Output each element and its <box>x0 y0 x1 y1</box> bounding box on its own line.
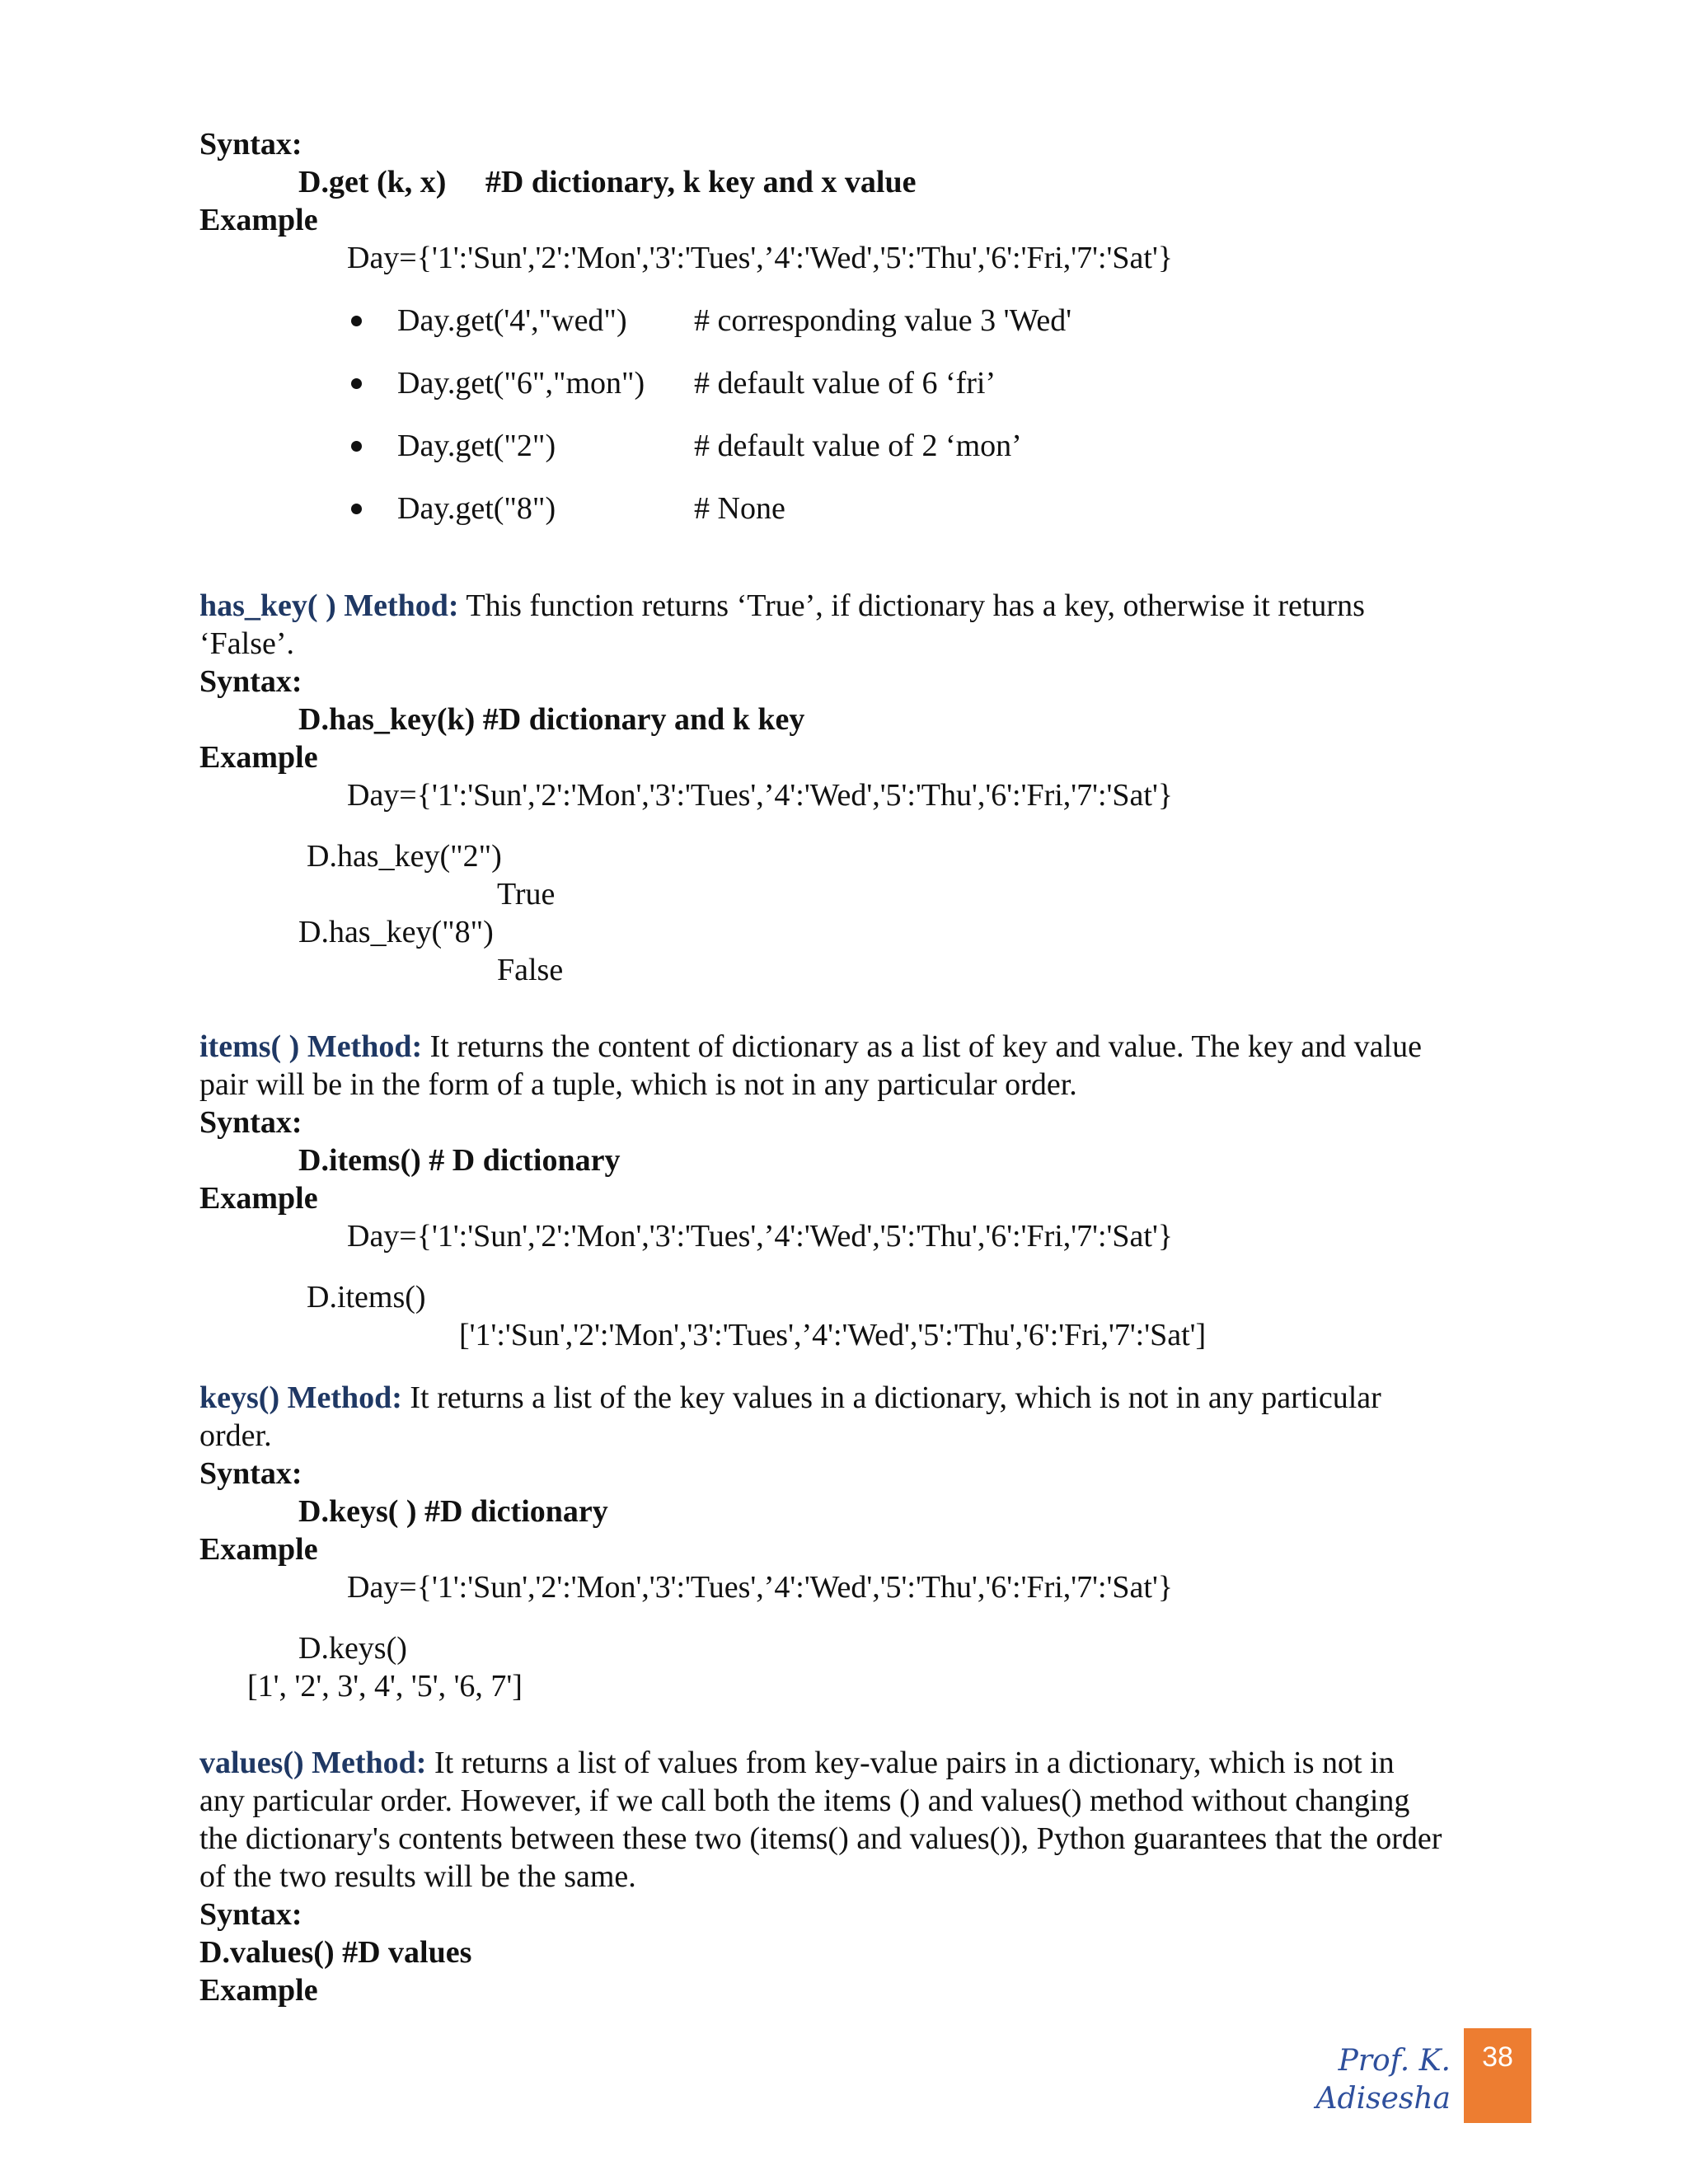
values-heading-line <box>199 1744 1395 1782</box>
has-key-desc-line1: This function returns ‘True’, if dictionary has a key, otherwise it returns <box>466 588 1365 623</box>
page-number-badge <box>1464 2028 1531 2123</box>
get-bullet-comment: # default value of 6 ‘fri’ <box>694 366 996 401</box>
get-syntax-line: D.get (k, x) #D dictionary, k key and x value <box>298 165 917 199</box>
keys-desc-line1: It returns a list of the key values in a dictionary, which is not in any particular <box>410 1380 1381 1415</box>
keys-syntax-label: Syntax: <box>199 1456 302 1491</box>
bullet-icon <box>351 378 362 389</box>
values-desc-line4: of the two results will be the same. <box>199 1859 636 1894</box>
get-example-label: Example <box>199 203 318 237</box>
get-bullet-comment: # corresponding value 3 'Wed' <box>694 303 1072 338</box>
has-key-syntax-line: D.has_key(k) #D dictionary and k key <box>298 702 805 737</box>
items-syntax-line: D.items() # D dictionary <box>298 1143 621 1178</box>
has-key-call2: D.has_key("8") <box>298 915 494 949</box>
bullet-icon <box>351 441 362 452</box>
has-key-example-label: Example <box>199 740 318 775</box>
values-syntax-line: D.values() #D values <box>199 1935 472 1970</box>
values-example-label: Example <box>199 1973 318 2008</box>
has-key-heading: has_key( ) Method: <box>199 588 459 623</box>
items-example-label: Example <box>199 1181 318 1216</box>
has-key-desc-line2: ‘False’. <box>199 626 295 661</box>
values-syntax-label: Syntax: <box>199 1897 302 1932</box>
keys-heading: keys() Method: <box>199 1380 402 1415</box>
get-syntax-label: Syntax: <box>199 127 302 162</box>
items-syntax-label: Syntax: <box>199 1105 302 1140</box>
items-result: ['1':'Sun','2':'Mon','3':'Tues',’4':'Wed','5':'Thu','6':'Fri,'7':'Sat'] <box>459 1318 1207 1352</box>
keys-result: [1', '2', 3', 4', '5', '6, 7'] <box>247 1669 523 1704</box>
has-key-result2: False <box>497 953 564 987</box>
has-key-call1: D.has_key("2") <box>307 839 502 874</box>
get-bullet-code: Day.get("6","mon") <box>397 366 645 401</box>
keys-example-label: Example <box>199 1532 318 1567</box>
get-bullet-comment: # default value of 2 ‘mon’ <box>694 429 1022 463</box>
items-desc-line1: It returns the content of dictionary as a list of key and value. The key and value <box>429 1029 1422 1064</box>
has-key-syntax-label: Syntax: <box>199 664 302 699</box>
values-heading: values() Method: <box>199 1746 427 1780</box>
get-dict-line: Day={'1':'Sun','2':'Mon','3':'Tues',’4':'Wed','5':'Thu','6':'Fri,'7':'Sat'} <box>347 241 1174 275</box>
get-bullet-comment: # None <box>694 491 785 526</box>
footer-author: Prof. K. Adisesha <box>1315 2044 1451 2116</box>
page-number: 38 <box>1482 2041 1513 2073</box>
keys-dict-line: Day={'1':'Sun','2':'Mon','3':'Tues',’4':'Wed','5':'Thu','6':'Fri,'7':'Sat'} <box>347 1570 1174 1605</box>
items-dict-line: Day={'1':'Sun','2':'Mon','3':'Tues',’4':'Wed','5':'Thu','6':'Fri,'7':'Sat'} <box>347 1219 1174 1254</box>
has-key-heading-line <box>199 587 1365 625</box>
items-desc-line2: pair will be in the form of a tuple, which is not in any particular order. <box>199 1067 1077 1102</box>
get-bullet-code: Day.get('4',"wed") <box>397 303 627 338</box>
items-call: D.items() <box>307 1280 426 1315</box>
items-heading-line <box>199 1028 1422 1066</box>
items-heading: items( ) Method: <box>199 1029 423 1064</box>
values-desc-line2: any particular order. However, if we call both the items () and values() method without changing <box>199 1783 1410 1818</box>
values-desc-line3: the dictionary's contents between these two (items() and values()), Python guarantees that the order <box>199 1821 1442 1856</box>
get-bullet-code: Day.get("8") <box>397 491 556 526</box>
keys-syntax-line: D.keys( ) #D dictionary <box>298 1494 608 1529</box>
values-desc-line1: It returns a list of values from key-value pairs in a dictionary, which is not in <box>434 1746 1395 1780</box>
keys-desc-line2: order. <box>199 1418 272 1453</box>
bullet-icon <box>351 504 362 514</box>
keys-heading-line <box>199 1379 1381 1417</box>
bullet-icon <box>351 316 362 326</box>
has-key-result1: True <box>497 877 556 912</box>
has-key-dict-line: Day={'1':'Sun','2':'Mon','3':'Tues',’4':'Wed','5':'Thu','6':'Fri,'7':'Sat'} <box>347 778 1174 813</box>
get-bullet-code: Day.get("2") <box>397 429 556 463</box>
keys-call: D.keys() <box>298 1631 407 1666</box>
